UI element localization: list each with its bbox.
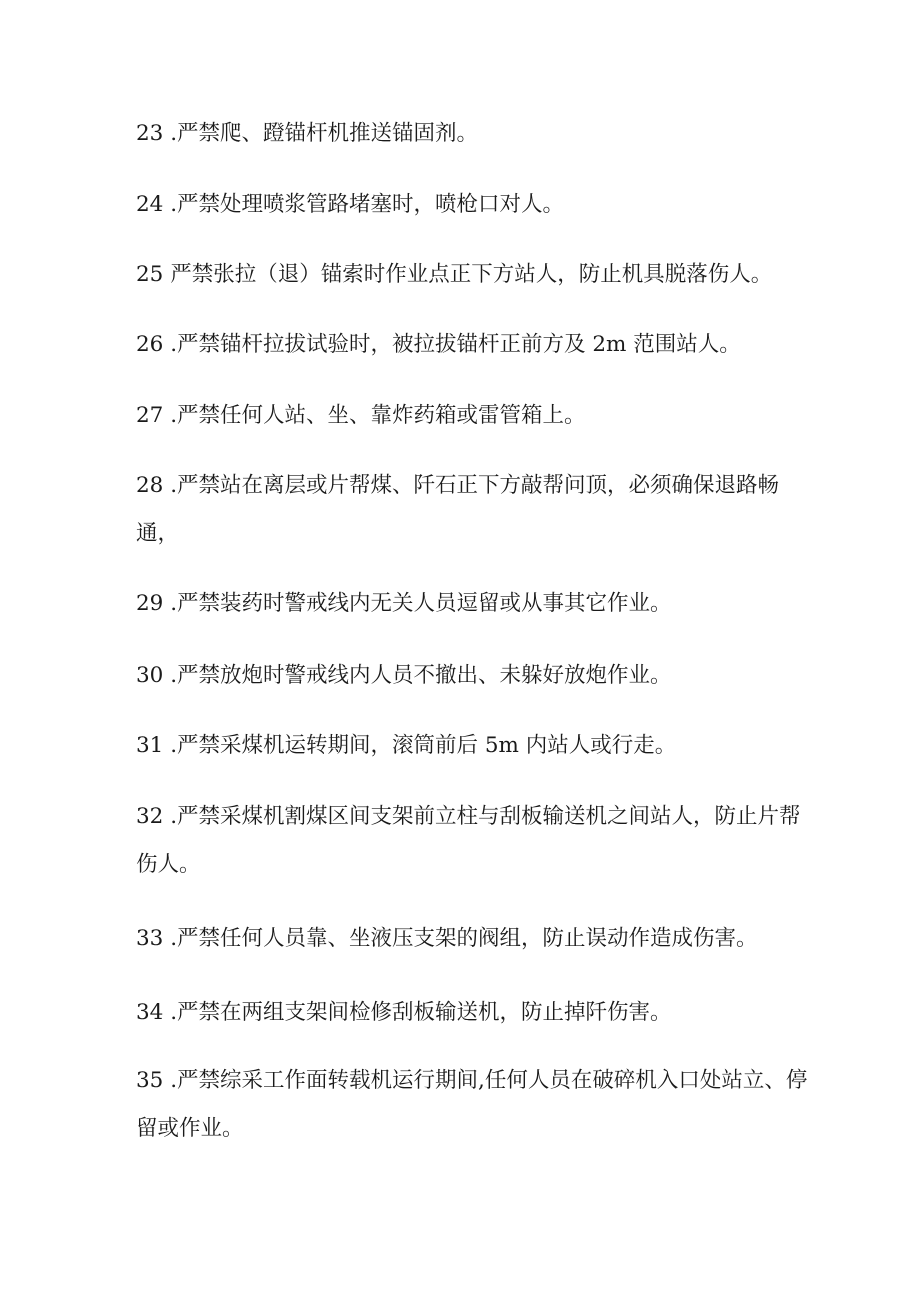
rule-item-26: [136, 321, 816, 369]
rule-item-34: [136, 989, 816, 1037]
rule-item-27: [136, 392, 816, 440]
rule-item-30: [136, 652, 816, 700]
rule-number: 29: [136, 591, 164, 616]
rule-item-33: [136, 915, 816, 963]
rule-number: 28: [136, 473, 164, 498]
rule-text: .严禁采煤机割煤区间支架前立柱与刮板输送机之间站人，防止片帮伤人。: [136, 804, 801, 877]
rule-number: 27: [136, 403, 164, 428]
rule-text: .严禁任何人员靠、坐液压支架的阀组，防止误动作造成伤害。: [163, 926, 758, 951]
rule-number: 34: [136, 1000, 164, 1025]
rule-text: .严禁装药时警戒线内无关人员逗留或从事其它作业。: [163, 591, 672, 616]
rule-text: .严禁在两组支架间检修刮板输送机，防止掉阡伤害。: [163, 1000, 672, 1025]
rule-item-35: [136, 1057, 816, 1153]
rule-text: .严禁站在离层或片帮煤、阡石正下方敲帮问顶，必须确保退路畅通，: [136, 473, 780, 546]
rule-text: 严禁张拉（退）锚索时作业点正下方站人，防止机具脱落伤人。: [163, 262, 773, 287]
rule-number: 25: [136, 262, 164, 287]
rule-item-31: [136, 722, 816, 770]
rule-item-32: [136, 793, 816, 889]
rule-number: 31: [136, 733, 164, 758]
rule-number: 23: [136, 121, 164, 146]
rule-number: 32: [136, 804, 164, 829]
rule-item-25: [136, 251, 816, 299]
rule-text: .严禁综采工作面转载机运行期间,任何人员在破碎机入口处站立、停留或作业。: [136, 1068, 808, 1141]
rule-text: .严禁爬、蹬锚杆机推送锚固剂。: [163, 121, 479, 146]
rule-item-24: [136, 181, 816, 229]
rule-text: .严禁放炮时警戒线内人员不撤出、未躲好放炮作业。: [163, 663, 672, 688]
rule-number: 30: [136, 663, 164, 688]
rule-text: .严禁处理喷浆管路堵塞时，喷枪口对人。: [163, 192, 565, 217]
rule-number: 33: [136, 926, 164, 951]
rule-item-23: [136, 110, 816, 158]
rule-item-28: [136, 462, 816, 558]
rule-text: .严禁任何人站、坐、靠炸药箱或雷管箱上。: [163, 403, 586, 428]
rule-text: .严禁采煤机运转期间，滚筒前后 5m 内站人或行走。: [163, 733, 677, 758]
rule-item-29: [136, 580, 816, 628]
rule-number: 35: [136, 1068, 164, 1093]
rule-text: .严禁锚杆拉拔试验时，被拉拔锚杆正前方及 2m 范围站人。: [163, 332, 741, 357]
rule-number: 24: [136, 192, 164, 217]
rule-number: 26: [136, 332, 164, 357]
